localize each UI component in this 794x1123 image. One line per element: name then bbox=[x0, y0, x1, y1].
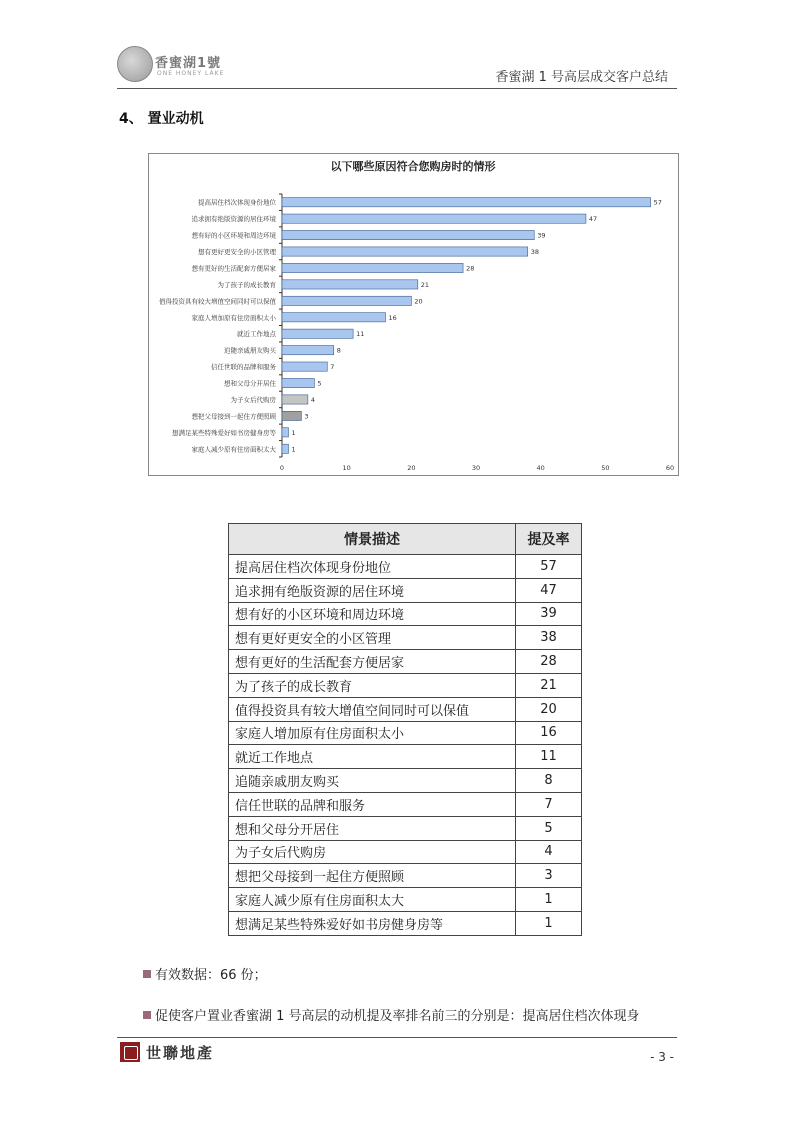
cell-rate: 4 bbox=[516, 840, 582, 864]
table-row bbox=[229, 816, 582, 840]
table-row bbox=[229, 840, 582, 864]
motivation-table bbox=[228, 523, 582, 936]
table-row bbox=[229, 888, 582, 912]
chart-data-label: 47 bbox=[588, 215, 598, 224]
chart-category-label: 想有更好更安全的小区管理 bbox=[198, 248, 276, 257]
logo-text: 香蜜湖1號 bbox=[155, 56, 222, 71]
chart-category-label: 想满足某些特殊爱好如书房健身房等 bbox=[172, 428, 276, 437]
cell-description: 值得投资具有较大增值空间同时可以保值 bbox=[229, 697, 516, 721]
logo-subtext: ONE HONEY LAKE bbox=[157, 70, 225, 77]
chart-category-label: 家庭人增加原有住房面积太小 bbox=[191, 313, 276, 322]
chart-bar bbox=[282, 395, 308, 404]
brand-logo bbox=[117, 44, 225, 84]
chart-canvas bbox=[149, 154, 678, 475]
chart-data-label: 39 bbox=[537, 231, 546, 240]
cell-rate: 20 bbox=[516, 697, 582, 721]
chart-bar bbox=[282, 428, 288, 437]
cell-description: 想和父母分开居住 bbox=[229, 816, 516, 840]
chart-data-label: 28 bbox=[466, 264, 475, 273]
cell-description: 信任世联的品牌和服务 bbox=[229, 792, 516, 816]
cell-description: 为子女后代购房 bbox=[229, 840, 516, 864]
cell-rate: 39 bbox=[516, 602, 582, 626]
chart-bar bbox=[282, 247, 528, 256]
chart-data-label: 7 bbox=[330, 363, 335, 372]
chart-category-label: 想有好的小区环境和周边环境 bbox=[191, 231, 276, 240]
cell-rate: 11 bbox=[516, 745, 582, 769]
table-row bbox=[229, 697, 582, 721]
cell-description: 想有更好更安全的小区管理 bbox=[229, 626, 516, 650]
chart-data-label: 5 bbox=[317, 379, 322, 388]
chart-data-label: 1 bbox=[291, 445, 296, 454]
table-row bbox=[229, 911, 582, 935]
cell-description: 追随亲戚朋友购买 bbox=[229, 769, 516, 793]
chart-bar bbox=[282, 362, 327, 371]
cell-rate: 1 bbox=[516, 888, 582, 912]
chart-bar bbox=[282, 329, 353, 338]
chart-category-label: 为子女后代购房 bbox=[230, 395, 276, 404]
chart-category-label: 追求拥有绝版资源的居住环境 bbox=[191, 215, 276, 224]
cell-description: 家庭人减少原有住房面积太大 bbox=[229, 888, 516, 912]
bullet-square-icon bbox=[143, 1011, 151, 1019]
table-row bbox=[229, 745, 582, 769]
chart-bar bbox=[282, 198, 651, 207]
cell-rate: 38 bbox=[516, 626, 582, 650]
cell-description: 提高居住档次体现身份地位 bbox=[229, 555, 516, 579]
chart-data-label: 21 bbox=[420, 280, 430, 289]
chart-x-tick-label: 40 bbox=[536, 464, 545, 472]
chart-category-label: 想有更好的生活配套方便居家 bbox=[191, 264, 276, 273]
chart-x-tick-label: 50 bbox=[601, 464, 610, 472]
motivation-bar-chart bbox=[148, 153, 679, 476]
chart-bar bbox=[282, 230, 534, 239]
logo-emblem-icon bbox=[117, 46, 153, 82]
cell-rate: 8 bbox=[516, 769, 582, 793]
table-row bbox=[229, 864, 582, 888]
cell-rate: 28 bbox=[516, 650, 582, 674]
table-row bbox=[229, 769, 582, 793]
chart-bar bbox=[282, 378, 314, 387]
chart-data-label: 57 bbox=[653, 198, 662, 207]
chart-bar bbox=[282, 313, 385, 322]
cell-description: 想把父母接到一起住方便照顾 bbox=[229, 864, 516, 888]
note-valid-data bbox=[143, 964, 267, 983]
cell-description: 为了孩子的成长教育 bbox=[229, 673, 516, 697]
header-divider bbox=[117, 88, 677, 89]
chart-x-tick-label: 30 bbox=[471, 464, 481, 472]
table-row bbox=[229, 792, 582, 816]
chart-data-label: 38 bbox=[530, 248, 540, 257]
chart-data-label: 3 bbox=[304, 412, 309, 421]
cell-description: 家庭人增加原有住房面积太小 bbox=[229, 721, 516, 745]
chart-bar bbox=[282, 214, 586, 223]
column-header-description: 情景描述 bbox=[229, 524, 516, 555]
document-header-title: 香蜜湖 1 号高层成交客户总结 bbox=[495, 70, 668, 85]
cell-rate: 57 bbox=[516, 555, 582, 579]
column-header-rate: 提及率 bbox=[516, 524, 582, 555]
table-row bbox=[229, 602, 582, 626]
footer-company-name: 世聯地產 bbox=[146, 1044, 215, 1062]
chart-x-tick-label: 0 bbox=[279, 464, 285, 472]
chart-bar bbox=[282, 280, 418, 289]
cell-description: 就近工作地点 bbox=[229, 745, 516, 769]
chart-x-tick-label: 10 bbox=[342, 464, 351, 472]
table-row bbox=[229, 721, 582, 745]
chart-category-label: 提高居住档次体现身份地位 bbox=[198, 198, 276, 207]
cell-rate: 47 bbox=[516, 578, 582, 602]
table-header-row bbox=[229, 524, 582, 555]
cell-rate: 21 bbox=[516, 673, 582, 697]
cell-rate: 1 bbox=[516, 911, 582, 935]
company-logo-icon bbox=[120, 1042, 140, 1062]
section-heading: 4、 置业动机 bbox=[119, 111, 204, 127]
chart-bar bbox=[282, 411, 301, 420]
chart-bar bbox=[282, 263, 463, 272]
chart-category-label: 想把父母接到一起住方便照顾 bbox=[191, 412, 276, 421]
chart-data-label: 11 bbox=[356, 330, 365, 339]
chart-data-label: 8 bbox=[336, 346, 341, 355]
table-row bbox=[229, 555, 582, 579]
footer-divider bbox=[117, 1037, 677, 1038]
chart-data-label: 20 bbox=[414, 297, 423, 306]
table-row bbox=[229, 578, 582, 602]
note-valid-data-text: 有效数据：66 份； bbox=[155, 968, 267, 983]
chart-bar bbox=[282, 346, 334, 355]
table-row bbox=[229, 673, 582, 697]
note-summary bbox=[143, 1005, 640, 1024]
cell-description: 想满足某些特殊爱好如书房健身房等 bbox=[229, 911, 516, 935]
table-row bbox=[229, 650, 582, 674]
chart-category-label: 追随亲戚朋友购买 bbox=[224, 346, 276, 355]
chart-category-label: 信任世联的品牌和服务 bbox=[211, 363, 276, 372]
cell-rate: 7 bbox=[516, 792, 582, 816]
chart-data-label: 4 bbox=[310, 395, 316, 404]
cell-rate: 5 bbox=[516, 816, 582, 840]
chart-category-label: 就近工作地点 bbox=[237, 330, 276, 339]
chart-title: 以下哪些原因符合您购房时的情形 bbox=[330, 160, 496, 173]
cell-description: 想有更好的生活配套方便居家 bbox=[229, 650, 516, 674]
chart-bar bbox=[282, 296, 411, 305]
chart-category-label: 为了孩子的成长教育 bbox=[217, 280, 276, 289]
chart-x-tick-label: 60 bbox=[665, 464, 675, 472]
note-summary-text: 促使客户置业香蜜湖 1 号高层的动机提及率排名前三的分别是：提高居住档次体现身 bbox=[155, 1009, 640, 1024]
cell-rate: 16 bbox=[516, 721, 582, 745]
chart-category-label: 想和父母分开居住 bbox=[224, 379, 276, 388]
chart-x-tick-label: 20 bbox=[407, 464, 416, 472]
page-number: - 3 - bbox=[650, 1050, 674, 1064]
chart-category-label: 家庭人减少原有住房面积太大 bbox=[191, 445, 276, 454]
table-row bbox=[229, 626, 582, 650]
chart-data-label: 16 bbox=[388, 313, 397, 322]
table-body bbox=[229, 555, 582, 936]
cell-description: 追求拥有绝版资源的居住环境 bbox=[229, 578, 516, 602]
cell-rate: 3 bbox=[516, 864, 582, 888]
chart-bar bbox=[282, 444, 288, 453]
cell-description: 想有好的小区环境和周边环境 bbox=[229, 602, 516, 626]
chart-data-label: 1 bbox=[291, 428, 296, 437]
bullet-square-icon bbox=[143, 970, 151, 978]
chart-category-label: 值得投资具有较大增值空间同时可以保值 bbox=[159, 297, 276, 306]
